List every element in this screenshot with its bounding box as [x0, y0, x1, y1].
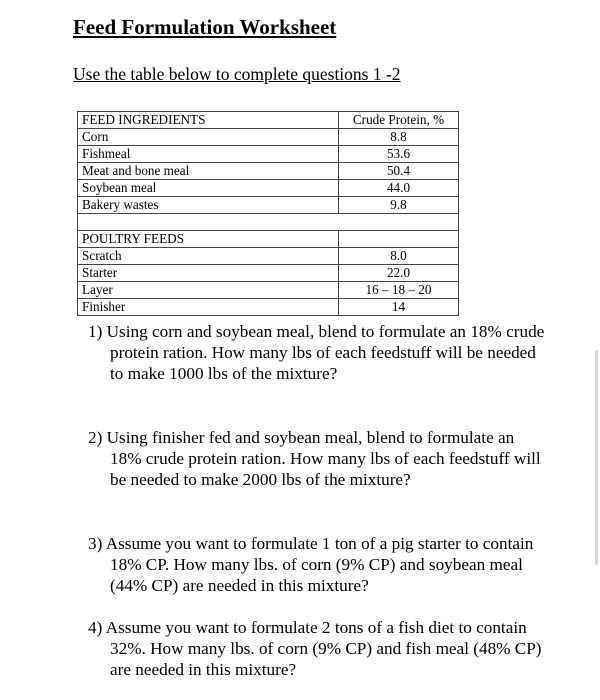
question-number: 3)	[88, 534, 103, 553]
poultry-name: Scratch	[78, 248, 339, 265]
table-row	[78, 180, 459, 197]
question-4	[88, 617, 548, 680]
question-text: Using finisher fed and soybean meal, blend to formulate an 18% crude protein ration. How many lbs of each feedstuff will be needed to make 2000 lbs of the mixture?	[106, 428, 541, 489]
table-row	[78, 248, 459, 265]
ingredient-value: 44.0	[339, 180, 459, 197]
question-1	[88, 321, 548, 384]
vertical-scrollbar[interactable]	[595, 350, 598, 565]
poultry-value: 8.0	[339, 248, 459, 265]
ingredient-name: Corn	[78, 129, 339, 146]
instructions-subtitle: Use the table below to complete questions 1 -2	[73, 64, 401, 84]
ingredient-value: 53.6	[339, 146, 459, 163]
ingredient-value: 9.8	[339, 197, 459, 214]
table-row	[78, 265, 459, 282]
table-row	[78, 299, 459, 316]
ingredient-value: 8.8	[339, 129, 459, 146]
table-row	[78, 197, 459, 214]
poultry-name: Layer	[78, 282, 339, 299]
question-number: 4)	[88, 618, 103, 637]
question-text: Assume you want to formulate 2 tons of a fish diet to contain 32%. How many lbs. of corn (9% CP) and fish meal (48% CP) are needed in this mixture?	[105, 618, 542, 679]
poultry-value: 22.0	[339, 265, 459, 282]
feed-table	[77, 111, 459, 316]
question-text: Using corn and soybean meal, blend to formulate an 18% crude protein ration. How many lbs of each feedstuff will be needed to make 1000 lbs of the mixture?	[106, 322, 545, 383]
ingredient-name: Meat and bone meal	[78, 163, 339, 180]
table-row	[78, 129, 459, 146]
question-2	[88, 427, 548, 490]
poultry-name: Starter	[78, 265, 339, 282]
question-number: 2)	[88, 428, 103, 447]
page-title: Feed Formulation Worksheet	[73, 15, 337, 39]
header-crude-protein: Crude Protein, %	[339, 112, 459, 129]
poultry-feeds-header: POULTRY FEEDS	[78, 231, 339, 248]
poultry-value: 14	[339, 299, 459, 316]
header-feed-ingredients: FEED INGREDIENTS	[78, 112, 339, 129]
table-spacer-row	[78, 214, 459, 231]
table-row	[78, 163, 459, 180]
ingredient-value: 50.4	[339, 163, 459, 180]
table-row	[78, 146, 459, 163]
table-row	[78, 231, 459, 248]
ingredient-name: Fishmeal	[78, 146, 339, 163]
table-header-row	[78, 112, 459, 129]
ingredient-name: Soybean meal	[78, 180, 339, 197]
question-3	[88, 533, 548, 596]
table-row	[78, 282, 459, 299]
ingredient-name: Bakery wastes	[78, 197, 339, 214]
poultry-name: Finisher	[78, 299, 339, 316]
poultry-value: 16 – 18 – 20	[339, 282, 459, 299]
question-text: Assume you want to formulate 1 ton of a pig starter to contain 18% CP. How many lbs. of corn (9% CP) and soybean meal (44% CP) are needed in this mixture?	[105, 534, 534, 595]
question-number: 1)	[88, 322, 103, 341]
